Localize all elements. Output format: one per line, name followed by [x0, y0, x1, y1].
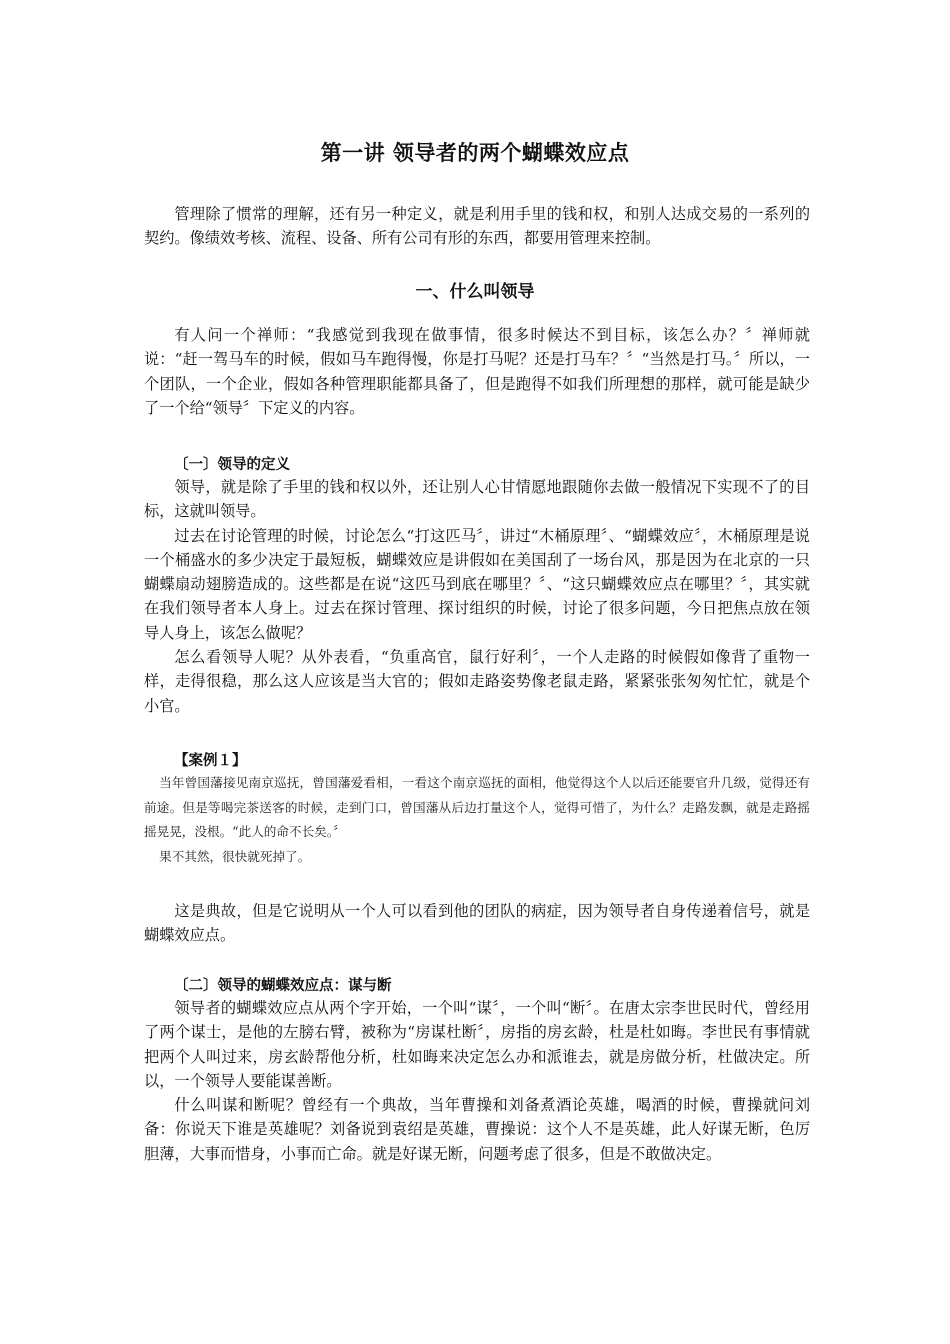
plan-decide-section [144, 996, 810, 1166]
definition-section [144, 475, 810, 718]
section-heading-what-is-leadership: 一、什么叫领导 [415, 282, 535, 302]
paragraph-definition: 领导，就是除了手里的钱和权以外，还让别人心甘情愿地跟随你去做一般情况下实现不了的目标，这就叫领导。 [144, 478, 810, 521]
case-paragraph-outcome: 果不其然，很快就死掉了。 [159, 848, 311, 864]
paragraph-appearance: 怎么看领导人呢？从外表看，“负重高官，鼠行好利〞，一个人走路的时候假如像背了重物一样，走得很稳，那么这人应该是当大官的；假如走路姿势像老鼠走路，紧紧张张匆匆忙忙，就是个小官。 [144, 648, 810, 715]
subheading-plan-and-decide: 〔二〕领导的蝴蝶效应点：谋与断 [174, 978, 392, 994]
case-paragraph-story: 当年曾国藩接见南京巡抚，曾国藩爱看相，一看这个南京巡抚的面相，他觉得这个人以后还能要官升几级，觉得还有前途。但是等喝完茶送客的时候，走到门口，曾国藩从后边打量这个人，觉得可惜了，为什么？走路发飘，就是走路摇摇晃晃，没根。“此人的命不长矣。〞 [144, 775, 810, 840]
paragraph-after-case: 这是典故，但是它说明从一个人可以看到他的团队的病症，因为领导者自身传递着信号，就是蝴蝶效应点。 [144, 902, 810, 945]
after-case-section [144, 899, 810, 948]
section1-body [144, 323, 810, 420]
case-heading: 【案例１】 [174, 753, 247, 769]
paragraph-zen-master: 有人问一个禅师：“我感觉到我现在做事情，很多时候达不到目标，该怎么办？〞禅师就说：“赶一驾马车的时候，假如马车跑得慢，你是打马呢？还是打马车？〞“当然是打马。〞所以，一个团队，一个企业，假如各种管理职能都具备了，但是跑得不如我们所理想的那样，就可能是缺少了一个给“领导〞下定义的内容。 [144, 326, 810, 417]
intro-section [144, 202, 810, 251]
paragraph-butterfly-effect: 过去在讨论管理的时候，讨论怎么“打这匹马〞，讲过“木桶原理〞、“蝴蝶效应〞，木桶原理是说一个桶盛水的多少决定于最短板，蝴蝶效应是讲假如在美国刮了一场台风，那是因为在北京的一只蝴蝶扇动翅膀造成的。这些都是在说“这匹马到底在哪里？〞、“这只蝴蝶效应点在哪里？〞，其实就在我们领导者本人身上。过去在探讨管理、探讨组织的时候，讨论了很多问题，今日把焦点放在领导人身上，该怎么做呢？ [144, 526, 810, 642]
paragraph-cao-liu: 什么叫谋和断呢？曾经有一个典故，当年曹操和刘备煮酒论英雄，喝酒的时候，曹操就问刘备：你说天下谁是英雄呢？刘备说到袁绍是英雄，曹操说：这个人不是英雄，此人好谋无断，色厉胆薄，大事而惜身，小事而亡命。就是好谋无断，问题考虑了很多，但是不敢做决定。 [144, 1096, 810, 1163]
page-title: 第一讲 领导者的两个蝴蝶效应点 [320, 141, 630, 165]
intro-paragraph: 管理除了惯常的理解，还有另一种定义，就是利用手里的钱和权，和别人达成交易的一系列的契约。像绩效考核、流程、设备、所有公司有形的东西，都要用管理来控制。 [144, 205, 810, 248]
paragraph-fang-du: 领导者的蝴蝶效应点从两个字开始，一个叫“谋〞，一个叫“断〞。在唐太宗李世民时代，曾经用了两个谋士，是他的左膀右臂，被称为“房谋杜断〞，房指的房玄龄，杜是杜如晦。李世民有事情就把两个人叫过来，房玄龄帮他分析，杜如晦来决定怎么办和派谁去，就是房做分析，杜做决定。所以，一个领导人要能谋善断。 [144, 999, 810, 1090]
case-section [144, 771, 810, 869]
subheading-definition: 〔一〕领导的定义 [174, 457, 290, 473]
